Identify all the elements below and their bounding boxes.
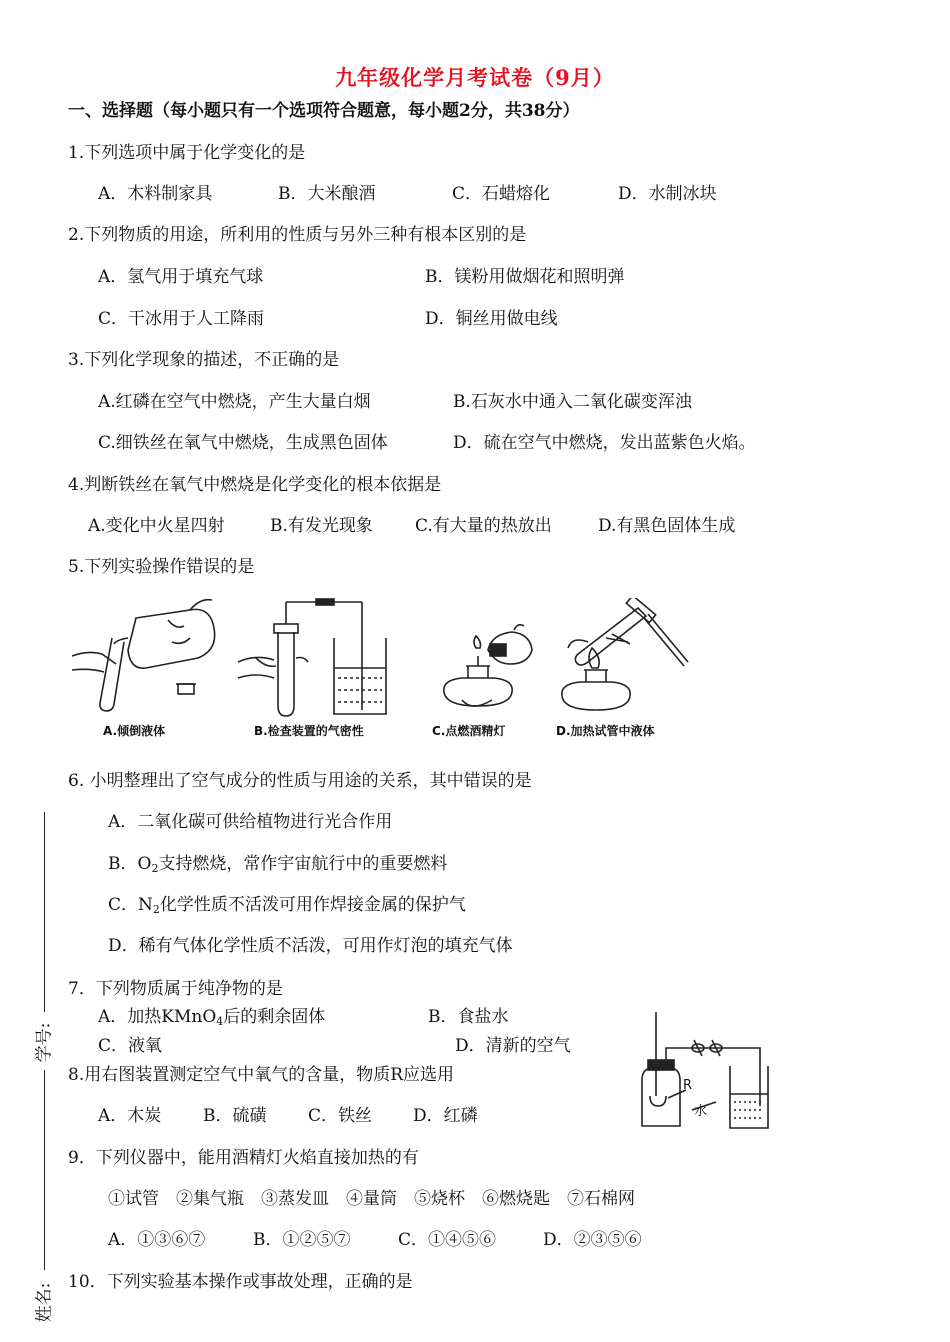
figure-caption-d: D.加热试管中液体 — [556, 724, 655, 738]
figure-light-lamp — [432, 620, 542, 720]
margin-student-number: 学号: — [34, 1022, 55, 1063]
question-6-option-b: B．$O_2$支持燃烧，常作宇宙航行中的重要燃料 — [108, 854, 448, 875]
question-7-option-c: C．液氧 — [98, 1036, 163, 1056]
question-3-option-b: B.石灰水中通入二氧化碳变浑浊 — [453, 392, 692, 412]
question-10-stem: 10．下列实验基本操作或事故处理，正确的是 — [68, 1272, 413, 1292]
question-1-stem: 1.下列选项中属于化学变化的是 — [68, 143, 306, 163]
question-4-option-c: C.有大量的热放出 — [415, 516, 552, 536]
figure-label-r: R — [683, 1078, 693, 1093]
question-6-stem: 6. 小明整理出了空气成分的性质与用途的关系，其中错误的是 — [68, 771, 532, 791]
question-8-option-c: C．铁丝 — [308, 1106, 373, 1126]
question-5-stem: 5.下列实验操作错误的是 — [68, 557, 255, 577]
margin-line-top — [44, 812, 45, 1012]
figure-caption-b: B.检查装置的气密性 — [254, 724, 364, 738]
question-6-option-a: A．二氧化碳可供给植物进行光合作用 — [108, 812, 393, 832]
page-title: 九年级化学月考试卷（9月） — [335, 65, 615, 90]
section-heading: 一、选择题（每小题只有一个选项符合题意，每小题2分，共38分） — [68, 101, 580, 121]
question-2-option-a: A．氢气用于填充气球 — [98, 267, 264, 287]
question-9-items: ①试管 ②集气瓶 ③蒸发皿 ④量筒 ⑤烧杯 ⑥燃烧匙 ⑦石棉网 — [108, 1189, 635, 1209]
question-4-option-d: D.有黑色固体生成 — [598, 516, 736, 536]
question-4-stem: 4.判断铁丝在氧气中燃烧是化学变化的根本依据是 — [68, 475, 442, 495]
question-7-stem: 7．下列物质属于纯净物的是 — [68, 979, 283, 999]
question-6-option-c: C．$N_2$化学性质不活泼可用作焊接金属的保护气 — [108, 895, 466, 916]
question-3-stem: 3.下列化学现象的描述，不正确的是 — [68, 350, 340, 370]
question-7-option-b: B．食盐水 — [428, 1007, 509, 1027]
question-2-option-d: D．铜丝用做电线 — [425, 309, 558, 329]
margin-student-name: 姓名: — [34, 1282, 55, 1323]
figure-label-water: 水 — [694, 1104, 708, 1119]
question-7-option-d: D．清新的空气 — [455, 1036, 571, 1056]
question-1-option-c: C．石蜡熔化 — [452, 184, 551, 204]
question-2-stem: 2.下列物质的用途，所利用的性质与另外三种有根本区别的是 — [68, 225, 527, 245]
question-6-option-d: D．稀有气体化学性质不活泼，可用作灯泡的填充气体 — [108, 936, 513, 956]
figure-caption-a: A.倾倒液体 — [103, 724, 166, 738]
question-9-option-b: B．①②⑤⑦ — [253, 1230, 351, 1250]
figure-pour-liquid — [72, 598, 222, 718]
figure-caption-c: C.点燃酒精灯 — [432, 724, 506, 738]
question-4-option-b: B.有发光现象 — [270, 516, 373, 536]
question-9-option-c: C．①④⑤⑥ — [398, 1230, 497, 1250]
question-3-option-a: A.红磷在空气中燃烧，产生大量白烟 — [98, 392, 371, 412]
question-4-option-a: A.变化中火星四射 — [88, 516, 225, 536]
question-2-option-b: B．镁粉用做烟花和照明弹 — [425, 267, 625, 287]
question-1-option-a: A．木料制家具 — [98, 184, 213, 204]
question-9-option-a: A．①③⑥⑦ — [108, 1230, 206, 1250]
question-8-stem: 8.用右图装置测定空气中氧气的含量，物质R应选用 — [68, 1065, 455, 1085]
question-8-option-a: A．木炭 — [98, 1106, 162, 1126]
question-1-option-d: D．水制冰块 — [618, 184, 717, 204]
question-3-option-c: C.细铁丝在氧气中燃烧，生成黑色固体 — [98, 433, 388, 453]
question-2-option-c: C．干冰用于人工降雨 — [98, 309, 265, 329]
question-1-option-b: B．大米酿酒 — [278, 184, 376, 204]
question-7-option-a: A．加热KMnO$_4$后的剩余固体 — [98, 1007, 326, 1028]
figure-airtightness — [230, 598, 400, 722]
question-9-stem: 9．下列仪器中，能用酒精灯火焰直接加热的有 — [68, 1148, 419, 1168]
figure-heat-tube — [548, 598, 698, 722]
question-9-option-d: D．②③⑤⑥ — [543, 1230, 642, 1250]
question-3-option-d: D．硫在空气中燃烧，发出蓝紫色火焰。 — [453, 433, 756, 453]
margin-line-bottom — [44, 1070, 45, 1270]
question-8-option-b: B．硫磺 — [203, 1106, 267, 1126]
question-8-option-d: D．红磷 — [413, 1106, 478, 1126]
